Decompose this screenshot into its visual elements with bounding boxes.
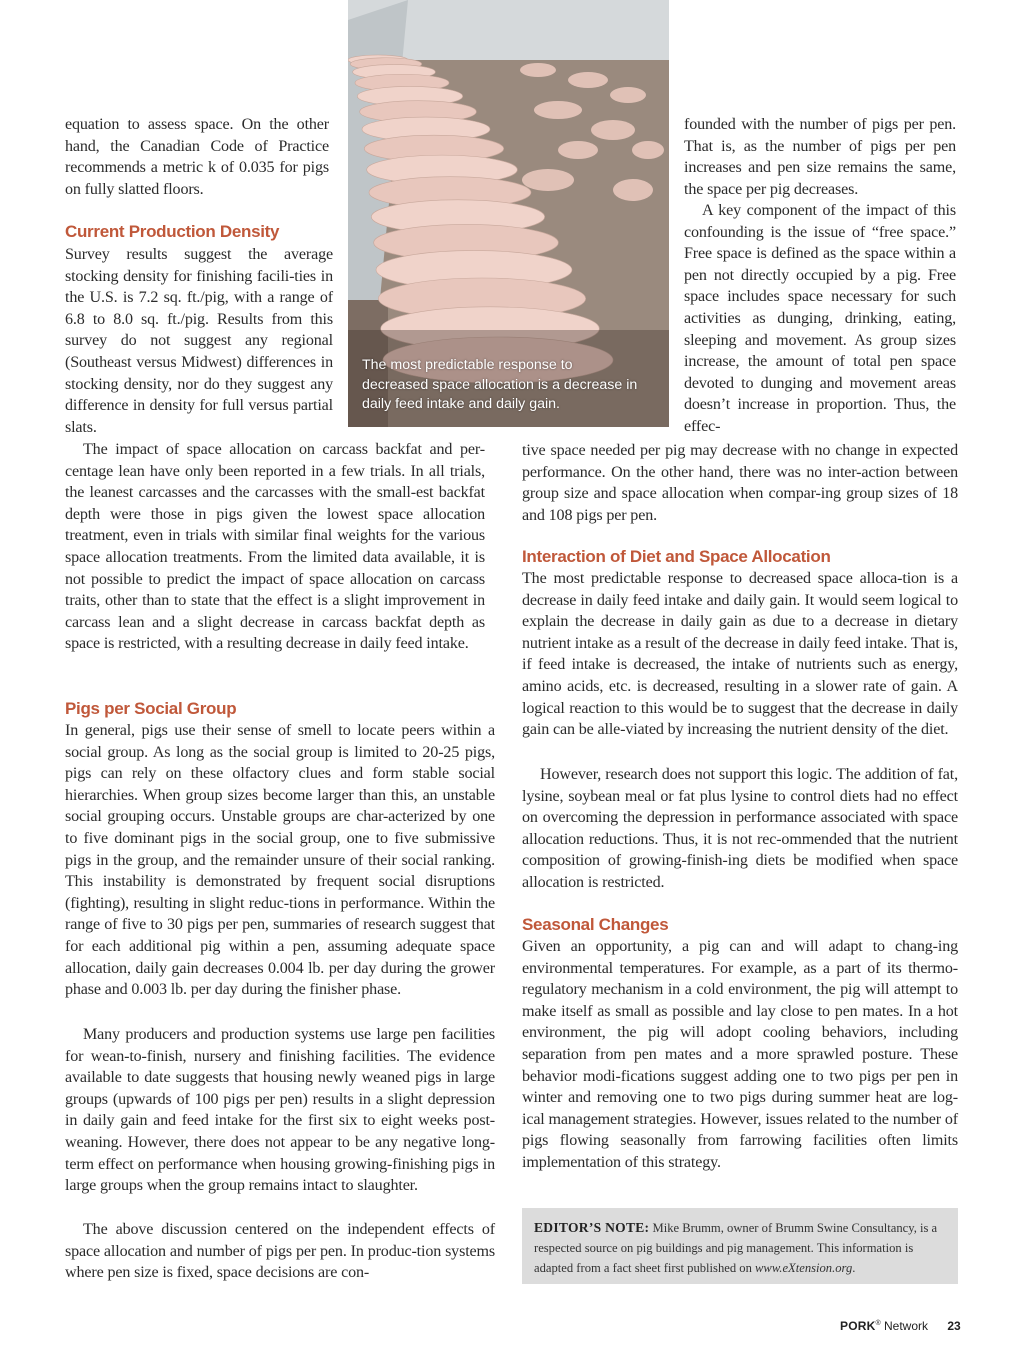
editor-note-label: EDITOR’S NOTE: <box>534 1220 650 1235</box>
heading-current-production-density: Current Production Density <box>65 222 280 241</box>
pig-shape <box>558 141 598 159</box>
editor-note-end: . <box>852 1261 856 1275</box>
pig-shape <box>522 169 574 191</box>
pig-shape <box>632 141 664 159</box>
editor-note-source-link[interactable]: www.eXtension.org <box>755 1261 853 1275</box>
pig-barn-photo <box>348 0 669 427</box>
footer-registered-mark: ® <box>875 1320 881 1327</box>
col1-para-1: equation to assess space. On the other hand, the Canadian Code of Practice recommends a metric k of 0.035 for pigs on fully slatted floors. <box>65 116 329 198</box>
col2-para-1: founded with the number of pigs per pen. That is, as the number of pigs per pen increases and pen size remains the same, the space per pig decreases. <box>684 116 956 198</box>
footer-brand: PORK <box>840 1319 876 1333</box>
col1-para-2: Survey results suggest the average stocking density for finishing facili-ties in the U.S. is 7.2 sq. ft./pig, with a range of 6.8 to 8.0 sq. ft./pig. Results from this survey do not suggest any regional (Southeast versus Midwest) differences in stocking density, nor do they suggest any difference in density for full versus partial slats. <box>65 246 333 436</box>
heading-pigs-per-social-group: Pigs per Social Group <box>65 699 237 718</box>
photo-caption: The most predictable response to decreased space allocation is a decrease in daily feed intake and daily gain. <box>362 357 638 412</box>
pig-shape <box>520 63 556 77</box>
pig-shape <box>613 179 653 201</box>
editor-note-box <box>522 1208 958 1284</box>
col1-para-4: In general, pigs use their sense of smell to locate peers within a social group. As long as the social group is limited to 20-25 pigs, pigs can rely on these olfactory clues and form stable social hierarchies. When group sizes become larger than this, an unstable social grouping occurs. Unstable groups are char-acterized by one to five dominant pigs in the social group, one to five submissive pigs in the group, and the remainder unsure of their social ranking. This instability is demonstrated by frequent social disruptions (fighting), resulting in slight reduc-tions in performance. Within the range of five to 30 pigs per pen, summaries of research suggest that for each additional pig within a pen, assuming adequate space allocation, daily gain decreases 0.004 lb. per day during the grower phase and 0.003 lb. per day during the finisher phase. <box>65 722 495 999</box>
col2-para-3: The most predictable response to decreased space alloca-tion is a decrease in daily feed intake and daily gain. It would seem logical to explain the decrease in daily gain as due to a decrease in dietary nutrient intake as a result of the decrease in daily feed intake. That is, if feed intake is decreased, the intake of nutrients such as energy, amino acids, etc. is decreased, resulting in a slower rate of gain. A logical reaction to this would be to suggest that the decrease in daily gain can be alle-viated by increasing the nutrient density of the diet. <box>522 570 958 739</box>
col1-para-3: The impact of space allocation on carcass backfat and per-centage lean have only been reported in a few trials. In all trials, the leanest carcasses and the carcasses with the small-est backfat depth were those in pigs given the lowest space allocation treatment, even in trials with similar final weights for the various space allocation treatments. From the limited data available, it is not possible to predict the impact of space allocation on carcass traits, other than to state that the effect is a slight improvement in carcass lean and a slight decrease in carcass backfat depth as space is restricted, with a resulting decrease in daily feed intake. <box>65 441 485 653</box>
pig-shape <box>568 72 608 88</box>
col1-para-5: Many producers and production systems use large pen facilities for wean-to-finish, nursery and finishing facilities. The evidence available to date suggests that housing newly weaned pigs in large groups (upwards of 100 pigs per pen) results in a slight depression in daily gain and feed intake for the first six to eight weeks post-weaning. However, there does not appear to be any negative long-term effect on performance when housing growing-finishing pigs in large groups when the group remains intact to slaughter. <box>65 1026 495 1195</box>
page-footer <box>840 1319 961 1333</box>
page-number: 23 <box>947 1319 961 1333</box>
col2-para-2b: tive space needed per pig may decrease with no change in expected performance. On the other hand, there was no inter-action between group size and space allocation when compar-ing group sizes of 18 and 108 pigs per pen. <box>522 442 958 524</box>
col2-para-2a: A key component of the impact of this confounding is the issue of “free space.” Free space is defined as the space within a pen not directly occupied by a pig. Free space includes space necessary for such activities as dunging, drinking, eating, sleeping and movement. As group sizes increase, the amount of total pen space devoted to dunging and movement areas doesn’t increase in proportion. Thus, the effec- <box>684 202 956 435</box>
heading-interaction-diet-space: Interaction of Diet and Space Allocation <box>522 547 831 566</box>
pig-shape <box>610 87 646 103</box>
pig-shape <box>591 120 635 140</box>
col2-para-5: Given an opportunity, a pig can and will adapt to chang-ing environmental temperatures. For example, as a part of its thermo-regulatory mechanism in a cold environment, the pig will attempt to make itself as small as possible and lay close to pen mates. In a hot environment, the pig will adopt cooling behaviors, including separation from pen mates and a more sprawled posture. These behavior modi-fications suggest adding one to two pigs per pen in winter and removing one to two pigs during summer heat are log-ical management strategies. However, issues related to the number of pigs flowing seasonally from farrowing facilities often limits implementation of this strategy. <box>522 938 958 1171</box>
heading-seasonal-changes: Seasonal Changes <box>522 915 669 934</box>
footer-brand-suffix: Network <box>880 1319 928 1333</box>
col1-para-6: The above discussion centered on the independent effects of space allocation and number of pigs per pen. In produc-tion systems where pen size is fixed, space decisions are con- <box>65 1221 495 1282</box>
editor-note-text: Mike Brumm, owner of Brumm Swine Consultancy, is a respected source on pig buildings and pig management. This information is adapted from a fact sheet first published on <box>534 1221 938 1275</box>
col2-para-4: However, research does not support this logic. The addition of fat, lysine, soybean meal or fat plus lysine to control diets had no effect on overcoming the depression in performance associated with space allocation reductions. Thus, it is not rec-ommended that the nutrient composition of growing-finish-ing diets be modified when space allocation is restricted. <box>522 766 958 891</box>
pig-shape <box>534 101 582 119</box>
